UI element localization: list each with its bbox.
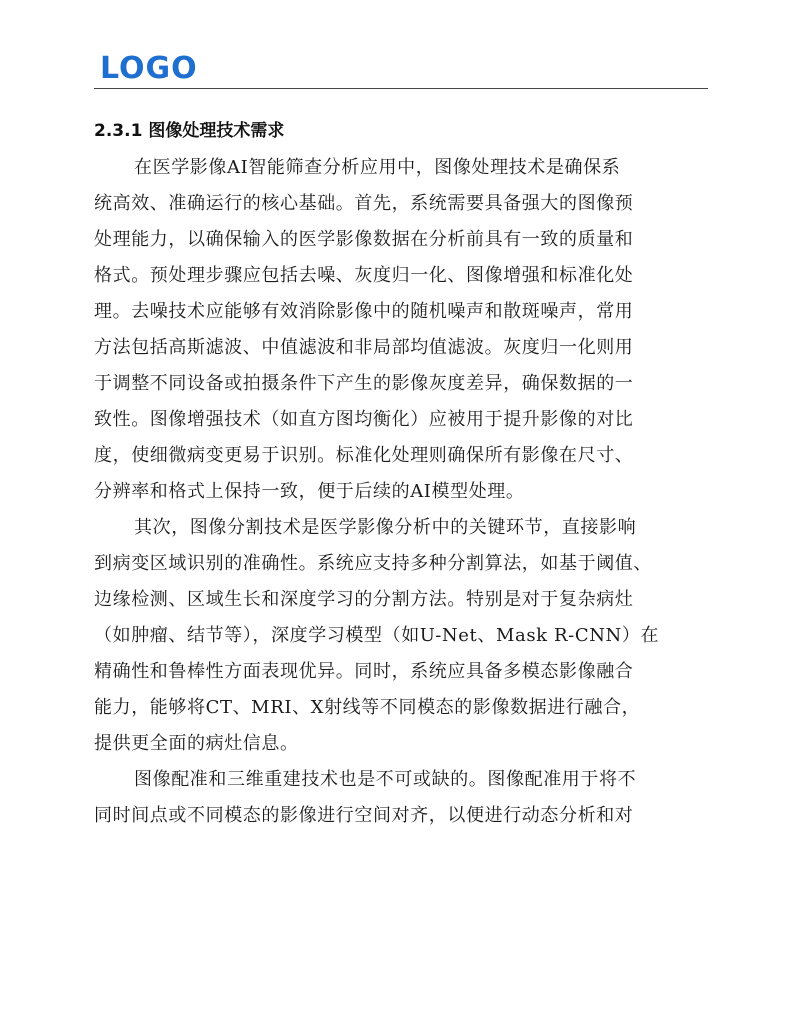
paragraph-line: 边缘检测、区域生长和深度学习的分割方法。特别是对于复杂病灶 bbox=[94, 589, 634, 610]
paragraph-line: 图像配准和三维重建技术也是不可或缺的。图像配准用于将不 bbox=[134, 769, 637, 790]
paragraph-line: 在医学影像AI智能筛查分析应用中，图像处理技术是确保系 bbox=[134, 157, 621, 178]
paragraph-line: 其次，图像分割技术是医学影像分析中的关键环节，直接影响 bbox=[134, 517, 637, 538]
logo: LOGO bbox=[100, 51, 198, 86]
paragraph-line: 同时间点或不同模态的影像进行空间对齐，以便进行动态分析和对 bbox=[94, 805, 634, 826]
paragraph-line: 格式。预处理步骤应包括去噪、灰度归一化、图像增强和标准化处 bbox=[94, 265, 634, 286]
paragraph-line: 提供更全面的病灶信息。 bbox=[94, 733, 299, 754]
paragraph-line: 致性。图像增强技术（如直方图均衡化）应被用于提升影像的对比 bbox=[94, 409, 634, 430]
paragraph-line: 处理能力，以确保输入的医学影像数据在分析前具有一致的质量和 bbox=[94, 229, 634, 250]
page-header bbox=[94, 50, 708, 89]
paragraph-line: 到病变区域识别的准确性。系统应支持多种分割算法，如基于阈值、 bbox=[94, 553, 652, 574]
paragraph-line: （如肿瘤、结节等），深度学习模型（如U-Net、Mask R-CNN）在 bbox=[94, 625, 660, 646]
section-title: 2.3.1 图像处理技术需求 bbox=[94, 121, 285, 141]
paragraph-line: 统高效、准确运行的核心基础。首先，系统需要具备强大的图像预 bbox=[94, 193, 634, 214]
paragraph-line: 能力，能够将CT、MRI、X射线等不同模态的影像数据进行融合， bbox=[94, 697, 641, 718]
paragraph-line: 分辨率和格式上保持一致，便于后续的AI模型处理。 bbox=[94, 481, 525, 502]
paragraph-line: 方法包括高斯滤波、中值滤波和非局部均值滤波。灰度归一化则用 bbox=[94, 337, 634, 358]
paragraph-line: 理。去噪技术应能够有效消除影像中的随机噪声和散斑噪声，常用 bbox=[94, 301, 634, 322]
body-text bbox=[94, 150, 714, 834]
paragraph-line: 精确性和鲁棒性方面表现优异。同时，系统应具备多模态影像融合 bbox=[94, 661, 634, 682]
paragraph-line: 于调整不同设备或拍摄条件下产生的影像灰度差异，确保数据的一 bbox=[94, 373, 634, 394]
paragraph-line: 度，使细微病变更易于识别。标准化处理则确保所有影像在尺寸、 bbox=[94, 445, 634, 466]
